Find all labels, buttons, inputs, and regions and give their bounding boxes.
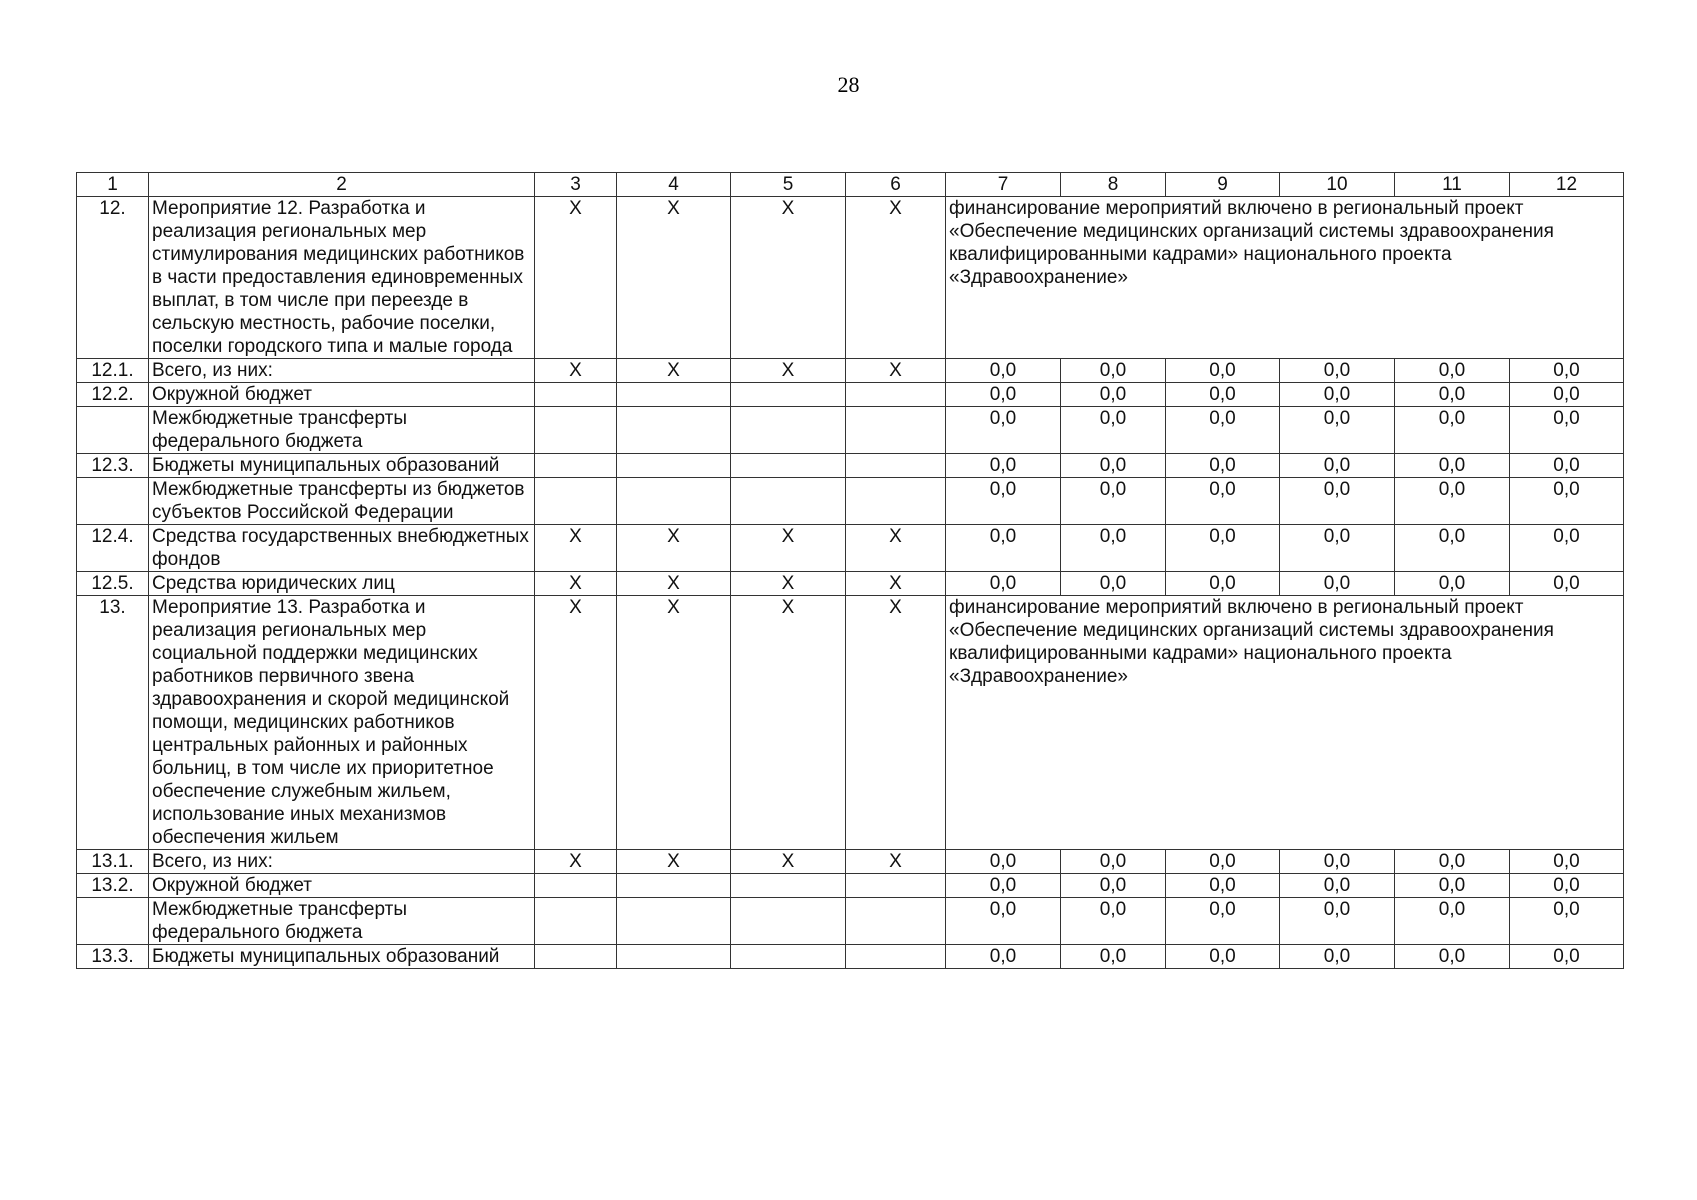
mark-cell (846, 874, 946, 898)
row-label-cell: Окружной бюджет (149, 383, 535, 407)
mark-cell: X (731, 197, 846, 359)
value-cell: 0,0 (1166, 454, 1280, 478)
mark-cell (731, 478, 846, 525)
mark-cell: X (535, 572, 617, 596)
mark-cell: X (846, 572, 946, 596)
mark-cell: X (535, 596, 617, 850)
row-number-cell: 13.2. (77, 874, 149, 898)
column-header: 10 (1280, 173, 1395, 197)
row-number-cell: 12.5. (77, 572, 149, 596)
value-cell: 0,0 (1510, 359, 1624, 383)
mark-cell: X (731, 596, 846, 850)
mark-cell (846, 945, 946, 969)
value-cell: 0,0 (1166, 359, 1280, 383)
mark-cell: X (846, 359, 946, 383)
mark-cell (617, 898, 731, 945)
value-cell: 0,0 (1395, 572, 1510, 596)
value-cell: 0,0 (946, 850, 1061, 874)
row-number-cell (77, 407, 149, 454)
value-cell: 0,0 (1166, 850, 1280, 874)
row-label-cell: Средства государственных внебюджетных фондов (149, 525, 535, 572)
mark-cell: X (617, 850, 731, 874)
value-cell: 0,0 (946, 383, 1061, 407)
mark-cell (617, 478, 731, 525)
value-cell: 0,0 (1280, 874, 1395, 898)
value-cell: 0,0 (946, 359, 1061, 383)
mark-cell (731, 945, 846, 969)
row-label-cell: Бюджеты муниципальных образований (149, 454, 535, 478)
table-row (77, 874, 1624, 898)
page-number: 28 (837, 72, 860, 97)
table-row (77, 454, 1624, 478)
value-cell: 0,0 (1395, 454, 1510, 478)
column-header: 4 (617, 173, 731, 197)
value-cell: 0,0 (1061, 850, 1166, 874)
table-header-row (77, 173, 1624, 197)
column-header: 9 (1166, 173, 1280, 197)
mark-cell (846, 478, 946, 525)
mark-cell: X (617, 596, 731, 850)
table-row (77, 478, 1624, 525)
mark-cell: X (731, 359, 846, 383)
row-number-cell (77, 898, 149, 945)
mark-cell (846, 383, 946, 407)
row-label-cell: Средства юридических лиц (149, 572, 535, 596)
mark-cell (535, 478, 617, 525)
row-label-cell: Межбюджетные трансферты федерального бюджета (149, 898, 535, 945)
mark-cell (731, 383, 846, 407)
mark-cell (617, 383, 731, 407)
table-row (77, 572, 1624, 596)
mark-cell (617, 945, 731, 969)
value-cell: 0,0 (1061, 359, 1166, 383)
row-number-cell (77, 478, 149, 525)
value-cell: 0,0 (1061, 945, 1166, 969)
value-cell: 0,0 (946, 407, 1061, 454)
financing-note-cell: финансирование мероприятий включено в региональный проект «Обеспечение медицинских организаций системы здравоохранения квалифицированными кадрами» национального проекта «Здравоохранение» (946, 197, 1624, 359)
value-cell: 0,0 (1280, 945, 1395, 969)
mark-cell (846, 407, 946, 454)
mark-cell: X (617, 572, 731, 596)
row-label-cell: Бюджеты муниципальных образований (149, 945, 535, 969)
value-cell: 0,0 (1395, 525, 1510, 572)
value-cell: 0,0 (1280, 383, 1395, 407)
value-cell: 0,0 (1280, 572, 1395, 596)
column-header: 12 (1510, 173, 1624, 197)
mark-cell (535, 383, 617, 407)
measure-row (77, 596, 1624, 850)
mark-cell (535, 454, 617, 478)
value-cell: 0,0 (1510, 874, 1624, 898)
row-label-cell: Межбюджетные трансферты из бюджетов субъектов Российской Федерации (149, 478, 535, 525)
mark-cell (535, 945, 617, 969)
table-row (77, 359, 1624, 383)
value-cell: 0,0 (946, 898, 1061, 945)
mark-cell: X (535, 525, 617, 572)
mark-cell: X (846, 525, 946, 572)
row-label-cell: Окружной бюджет (149, 874, 535, 898)
value-cell: 0,0 (1510, 898, 1624, 945)
value-cell: 0,0 (1061, 478, 1166, 525)
value-cell: 0,0 (1510, 572, 1624, 596)
value-cell: 0,0 (946, 478, 1061, 525)
mark-cell: X (617, 197, 731, 359)
mark-cell: X (617, 525, 731, 572)
value-cell: 0,0 (1395, 874, 1510, 898)
value-cell: 0,0 (1510, 383, 1624, 407)
value-cell: 0,0 (1166, 874, 1280, 898)
mark-cell (731, 454, 846, 478)
value-cell: 0,0 (1395, 478, 1510, 525)
value-cell: 0,0 (1166, 525, 1280, 572)
column-header: 1 (77, 173, 149, 197)
mark-cell (731, 874, 846, 898)
value-cell: 0,0 (1395, 898, 1510, 945)
value-cell: 0,0 (1280, 454, 1395, 478)
row-number-cell: 13.1. (77, 850, 149, 874)
row-number-cell: 12.1. (77, 359, 149, 383)
value-cell: 0,0 (1280, 850, 1395, 874)
row-number-cell: 12.2. (77, 383, 149, 407)
mark-cell (617, 874, 731, 898)
value-cell: 0,0 (1061, 454, 1166, 478)
column-header: 8 (1061, 173, 1166, 197)
value-cell: 0,0 (1280, 525, 1395, 572)
value-cell: 0,0 (946, 454, 1061, 478)
value-cell: 0,0 (1166, 572, 1280, 596)
mark-cell: X (535, 850, 617, 874)
mark-cell: X (731, 850, 846, 874)
value-cell: 0,0 (1510, 478, 1624, 525)
mark-cell (617, 407, 731, 454)
column-header: 5 (731, 173, 846, 197)
value-cell: 0,0 (1166, 383, 1280, 407)
value-cell: 0,0 (1061, 383, 1166, 407)
mark-cell: X (846, 596, 946, 850)
value-cell: 0,0 (1280, 898, 1395, 945)
mark-cell: X (535, 359, 617, 383)
row-number-cell: 13. (77, 596, 149, 850)
budget-table (76, 172, 1624, 969)
table-row (77, 945, 1624, 969)
table-row (77, 898, 1624, 945)
financing-note-cell: финансирование мероприятий включено в региональный проект «Обеспечение медицинских организаций системы здравоохранения квалифицированными кадрами» национального проекта «Здравоохранение» (946, 596, 1624, 850)
row-number-cell: 13.3. (77, 945, 149, 969)
value-cell: 0,0 (1061, 525, 1166, 572)
value-cell: 0,0 (1061, 874, 1166, 898)
row-number-cell: 12.3. (77, 454, 149, 478)
value-cell: 0,0 (1061, 572, 1166, 596)
row-label-cell: Всего, из них: (149, 359, 535, 383)
row-label-cell: Всего, из них: (149, 850, 535, 874)
column-header: 11 (1395, 173, 1510, 197)
row-label-cell: Мероприятие 13. Разработка и реализация региональных мер социальной поддержки медицинских работников первичного звена здравоохранения и скорой медицинской помощи, медицинских работников центральных районных и районных больниц, в том числе их приоритетное обеспечение служебным жильем, использование иных механизмов обеспечения жильем (149, 596, 535, 850)
value-cell: 0,0 (1395, 359, 1510, 383)
value-cell: 0,0 (1510, 407, 1624, 454)
value-cell: 0,0 (1395, 945, 1510, 969)
column-header: 3 (535, 173, 617, 197)
mark-cell (731, 407, 846, 454)
row-label-cell: Мероприятие 12. Разработка и реализация региональных мер стимулирования медицинских работников в части предоставления единовременных выплат, в том числе при переезде в сельскую местность, рабочие поселки, поселки городского типа и малые города (149, 197, 535, 359)
mark-cell (731, 898, 846, 945)
mark-cell (535, 874, 617, 898)
value-cell: 0,0 (1280, 407, 1395, 454)
mark-cell (535, 898, 617, 945)
value-cell: 0,0 (946, 525, 1061, 572)
value-cell: 0,0 (1166, 945, 1280, 969)
row-number-cell: 12. (77, 197, 149, 359)
table-row (77, 383, 1624, 407)
value-cell: 0,0 (1395, 383, 1510, 407)
value-cell: 0,0 (1166, 898, 1280, 945)
measure-row (77, 197, 1624, 359)
row-label-cell: Межбюджетные трансферты федерального бюджета (149, 407, 535, 454)
mark-cell (846, 898, 946, 945)
value-cell: 0,0 (1510, 454, 1624, 478)
value-cell: 0,0 (1395, 407, 1510, 454)
mark-cell (617, 454, 731, 478)
mark-cell: X (731, 572, 846, 596)
value-cell: 0,0 (1510, 945, 1624, 969)
mark-cell (535, 407, 617, 454)
mark-cell: X (846, 850, 946, 874)
value-cell: 0,0 (1280, 478, 1395, 525)
table-row (77, 407, 1624, 454)
column-header: 6 (846, 173, 946, 197)
value-cell: 0,0 (1166, 407, 1280, 454)
mark-cell: X (846, 197, 946, 359)
value-cell: 0,0 (946, 874, 1061, 898)
mark-cell: X (617, 359, 731, 383)
table-row (77, 525, 1624, 572)
value-cell: 0,0 (946, 945, 1061, 969)
mark-cell (846, 454, 946, 478)
column-header: 7 (946, 173, 1061, 197)
value-cell: 0,0 (1061, 407, 1166, 454)
mark-cell: X (731, 525, 846, 572)
row-number-cell: 12.4. (77, 525, 149, 572)
value-cell: 0,0 (1395, 850, 1510, 874)
column-header: 2 (149, 173, 535, 197)
value-cell: 0,0 (1061, 898, 1166, 945)
value-cell: 0,0 (1166, 478, 1280, 525)
mark-cell: X (535, 197, 617, 359)
value-cell: 0,0 (946, 572, 1061, 596)
table-row (77, 850, 1624, 874)
value-cell: 0,0 (1280, 359, 1395, 383)
value-cell: 0,0 (1510, 525, 1624, 572)
value-cell: 0,0 (1510, 850, 1624, 874)
